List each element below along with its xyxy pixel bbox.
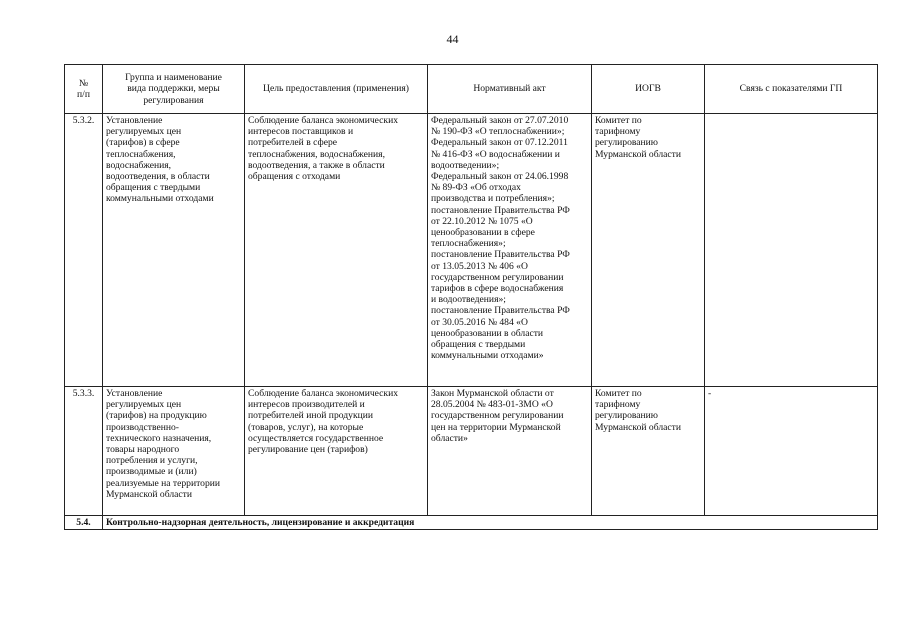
row-iogv: Комитет по тарифному регулированию Мурманской области: [592, 387, 705, 516]
support-measures-table: [64, 64, 878, 530]
row-number: 5.3.2.: [65, 114, 103, 387]
row-link: [705, 114, 878, 387]
row-goal: Соблюдение баланса экономических интересов поставщиков и потребителей в сфере теплоснабжения, водоснабжения, водоотведения, а также в области обращения с отходами: [245, 114, 428, 387]
row-number: 5.3.3.: [65, 387, 103, 516]
row-link: -: [705, 387, 878, 516]
row-group: Установление регулируемых цен (тарифов) в сфере теплоснабжения, водоснабжения, водоотведения, в области обращения с твердыми коммунальными отходами: [103, 114, 245, 387]
table-row: [65, 114, 878, 387]
header-goal: Цель предоставления (применения): [245, 65, 428, 114]
header-link: Связь с показателями ГП: [705, 65, 878, 114]
header-act: Нормативный акт: [428, 65, 592, 114]
table-header-row: [65, 65, 878, 114]
header-number: № п/п: [65, 65, 103, 114]
row-iogv: Комитет по тарифному регулированию Мурманской области: [592, 114, 705, 387]
row-goal: Соблюдение баланса экономических интересов производителей и потребителей иной продукции (товаров, услуг), на которые осуществляется государственное регулирование цен (тарифов): [245, 387, 428, 516]
section-title: Контрольно-надзорная деятельность, лицензирование и аккредитация: [103, 516, 878, 530]
table-row: [65, 387, 878, 516]
row-act: Закон Мурманской области от 28.05.2004 № 483-01-ЗМО «О государственном регулировании цен на территории Мурманской области»: [428, 387, 592, 516]
row-act: Федеральный закон от 27.07.2010 № 190-ФЗ «О теплоснабжении»; Федеральный закон от 07.12.2011 № 416-ФЗ «О водоснабжении и водоотведении»; Федеральный закон от 24.06.1998 № 89-ФЗ «Об отходах производства и потребления»; постановление Правительства РФ от 22.10.2012 № 1075 «О ценообразовании в сфере теплоснабжения»; постановление Правительства РФ от 13.05.2013 № 406 «О государственном регулировании тарифов в сфере водоснабжения и водоотведения»; постановление Правительства РФ от 30.05.2016 № 484 «О ценообразовании в области обращения с твердыми коммунальными отходами»: [428, 114, 592, 387]
page-number: 44: [446, 32, 459, 46]
header-group: Группа и наименование вида поддержки, меры регулирования: [103, 65, 245, 114]
section-number: 5.4.: [65, 516, 103, 530]
header-iogv: ИОГВ: [592, 65, 705, 114]
row-group: Установление регулируемых цен (тарифов) на продукцию производственно- технического назначения, товары народного потребления и услуги, производимые и (или) реализуемые на территории Мурманской области: [103, 387, 245, 516]
section-row: [65, 516, 878, 530]
